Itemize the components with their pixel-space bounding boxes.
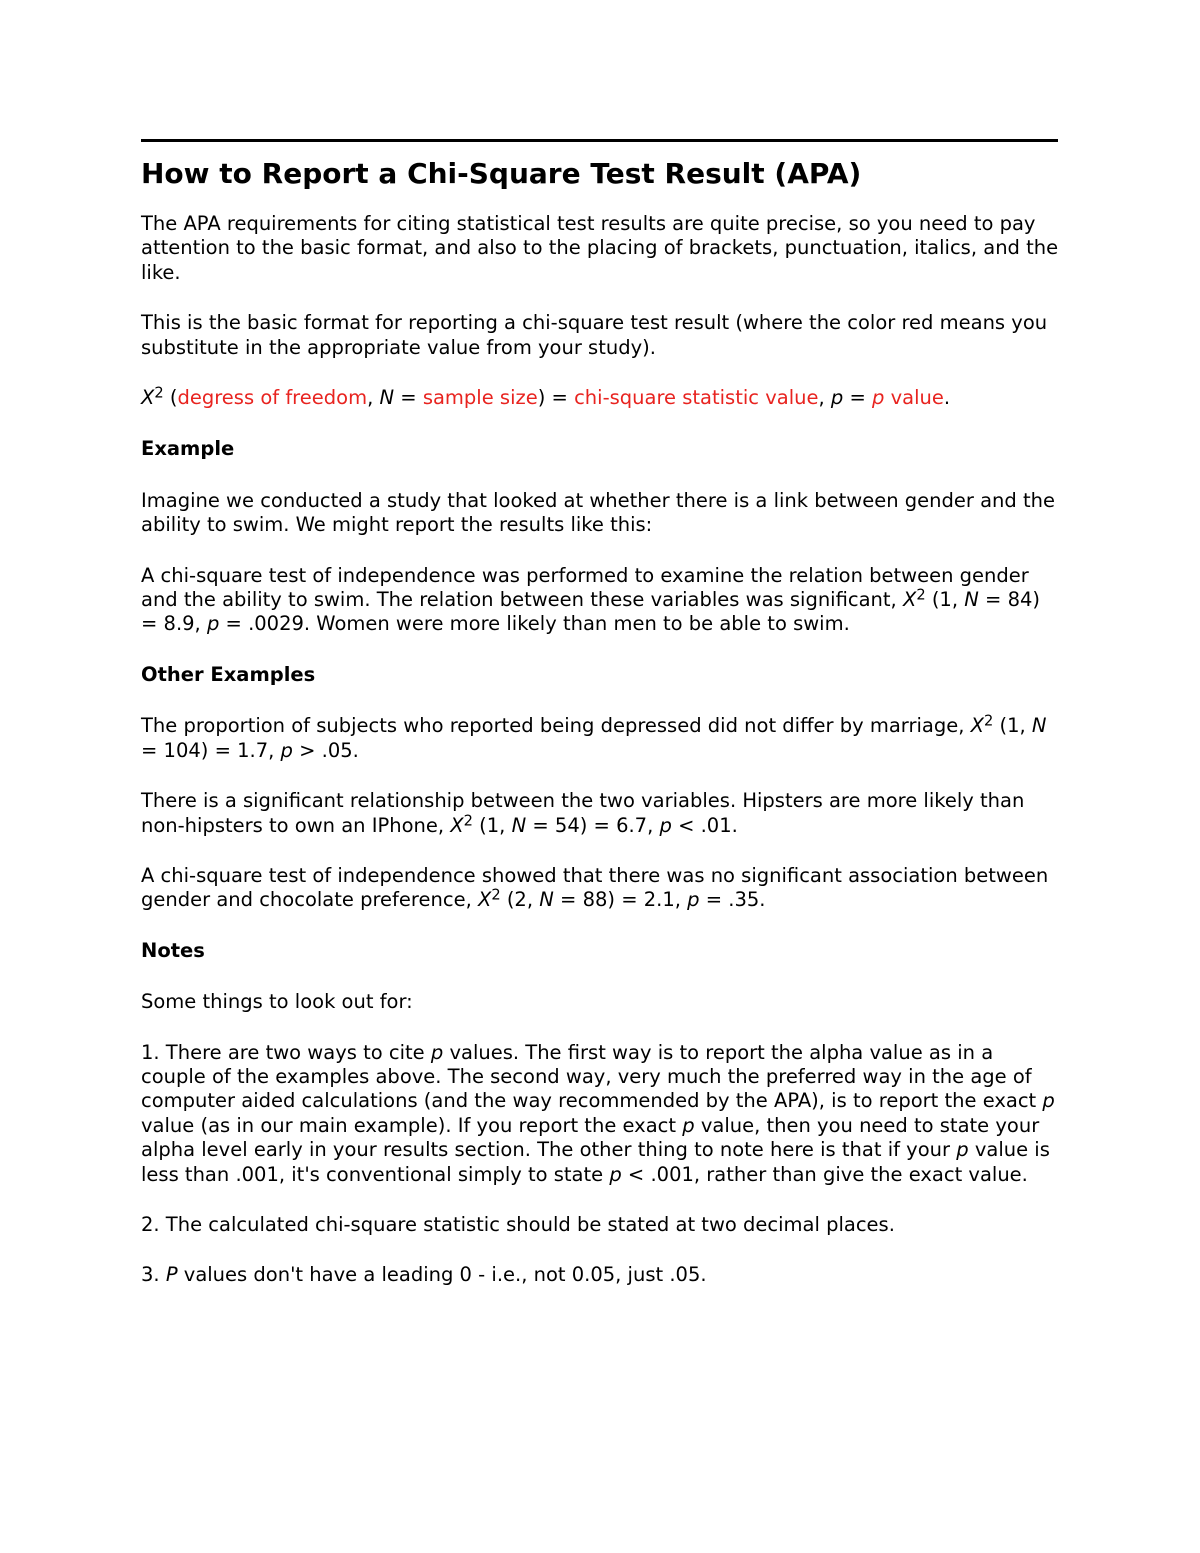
stat-tail: = .35. bbox=[699, 888, 766, 912]
formula-equals-2: = bbox=[843, 386, 873, 410]
p-symbol: p bbox=[659, 813, 672, 837]
stat-values: = 54) = 6.7, bbox=[526, 813, 660, 837]
p-symbol: p bbox=[280, 738, 293, 762]
p-symbol: p bbox=[609, 1162, 622, 1186]
chi-symbol: X bbox=[141, 386, 155, 410]
n-symbol: N bbox=[539, 888, 554, 912]
note-3 bbox=[141, 1263, 1061, 1287]
stat-values: = 88) = 2.1, bbox=[553, 888, 688, 912]
formula-comma-2: , bbox=[818, 386, 831, 410]
note-1 bbox=[141, 1041, 1061, 1187]
chi-superscript: 2 bbox=[463, 811, 473, 829]
p-symbol: p bbox=[830, 386, 844, 410]
placeholder-p-symbol: p bbox=[872, 386, 885, 410]
chi-symbol: X bbox=[477, 888, 492, 912]
stat-open: (1, bbox=[993, 714, 1032, 738]
note-text: value is less than .001, it's conventional simply to state bbox=[141, 1138, 1050, 1186]
intro-paragraph-1: The APA requirements for citing statistical test results are quite precise, so you need to pay attention to the basic format, and also to the placing of brackets, punctuation, italics, and the like. bbox=[141, 212, 1059, 284]
chi-symbol: X bbox=[970, 714, 984, 738]
stat-tail: > .05. bbox=[292, 738, 359, 762]
note-text: value (as in our main example). If you report the exact bbox=[141, 1113, 683, 1137]
p-symbol: p bbox=[430, 1040, 444, 1064]
formula-comma-1: , bbox=[367, 386, 380, 410]
notes-heading: Notes bbox=[141, 938, 205, 962]
notes-intro: Some things to look out for: bbox=[141, 990, 413, 1014]
placeholder-p-value: value bbox=[884, 386, 944, 410]
top-rule bbox=[141, 139, 1058, 142]
n-symbol: N bbox=[1031, 714, 1047, 738]
note-text: value, then you need to state your alpha level early in your results section. The other thing to note here is that if your bbox=[141, 1113, 1040, 1162]
note-text: 1. There are two ways to cite bbox=[141, 1040, 431, 1064]
formula-equals-1: = bbox=[394, 386, 423, 410]
document-body bbox=[141, 152, 1061, 1314]
chi-superscript: 2 bbox=[916, 586, 926, 604]
placeholder-degrees-of-freedom: degress of freedom bbox=[177, 386, 368, 410]
note-2: 2. The calculated chi-square statistic should be stated at two decimal places. bbox=[141, 1212, 895, 1236]
other-example-text: A chi-square test of independence showed that there was no significant association between gender and chocolate preference, bbox=[141, 863, 1049, 912]
chi-superscript: 2 bbox=[984, 712, 994, 730]
chi-symbol: X bbox=[450, 813, 464, 837]
formula-period: . bbox=[943, 386, 951, 410]
placeholder-sample-size: sample size bbox=[422, 386, 538, 410]
other-example-text: The proportion of subjects who reported being depressed did not differ by marriage, bbox=[141, 714, 971, 738]
stat-tail: < .01. bbox=[671, 813, 738, 837]
p-symbol: p bbox=[206, 612, 220, 636]
n-symbol: N bbox=[379, 386, 395, 410]
format-template bbox=[141, 386, 1061, 410]
stat-open: (1, bbox=[472, 813, 512, 837]
example-report bbox=[141, 564, 1061, 637]
stat-values: = 84) = 8.9, bbox=[141, 588, 1041, 636]
p-symbol: p bbox=[687, 888, 700, 912]
placeholder-chi-square-value: chi-square statistic value bbox=[574, 386, 819, 410]
p-symbol: p bbox=[956, 1138, 969, 1162]
other-example-2 bbox=[141, 789, 1061, 838]
note-text: values. The first way is to report the alpha value as in a couple of the examples above. The second way, very much the preferred way in the age of computer aided calculations (and the way recommended by the APA), is to report the exact bbox=[141, 1040, 1043, 1113]
p-symbol: P bbox=[165, 1263, 178, 1287]
other-example-text: There is a significant relationship between the two variables. Hipsters are more likely than non-hipsters to own an IPhone, bbox=[141, 789, 1025, 837]
chi-superscript: 2 bbox=[491, 886, 501, 904]
p-symbol: p bbox=[682, 1113, 695, 1137]
note-text: < .001, rather than give the exact value. bbox=[621, 1162, 1028, 1186]
intro-paragraph-2: This is the basic format for reporting a chi-square test result (where the color red means you substitute in the appropriate value from your study). bbox=[141, 311, 1048, 359]
example-heading: Example bbox=[141, 437, 235, 461]
other-examples-heading: Other Examples bbox=[141, 662, 316, 686]
stat-tail: = .0029. Women were more likely than men to be able to swim. bbox=[219, 612, 850, 636]
other-example-1 bbox=[141, 714, 1061, 763]
n-symbol: N bbox=[964, 588, 979, 612]
stat-open: (1, bbox=[925, 588, 965, 612]
chi-superscript: 2 bbox=[154, 384, 164, 402]
example-report-text: A chi-square test of independence was performed to examine the relation between gender and the ability to swim. The relation between these variables was significant, bbox=[141, 563, 1029, 612]
stat-open: (2, bbox=[500, 888, 540, 912]
n-symbol: N bbox=[511, 813, 527, 837]
formula-open: ( bbox=[163, 386, 178, 410]
page-title: How to Report a Chi-Square Test Result (APA) bbox=[141, 157, 862, 190]
stat-values: = 104) = 1.7, bbox=[141, 738, 281, 762]
chi-symbol: X bbox=[902, 588, 917, 612]
p-symbol: p bbox=[1042, 1089, 1055, 1113]
other-example-3 bbox=[141, 864, 1061, 913]
example-intro: Imagine we conducted a study that looked at whether there is a link between gender and the ability to swim. We might report the results like this: bbox=[141, 488, 1055, 537]
note-text: values don't have a leading 0 - i.e., not 0.05, just .05. bbox=[177, 1263, 707, 1287]
formula-close-equals: ) = bbox=[537, 386, 575, 410]
note-text: 3. bbox=[141, 1263, 166, 1287]
